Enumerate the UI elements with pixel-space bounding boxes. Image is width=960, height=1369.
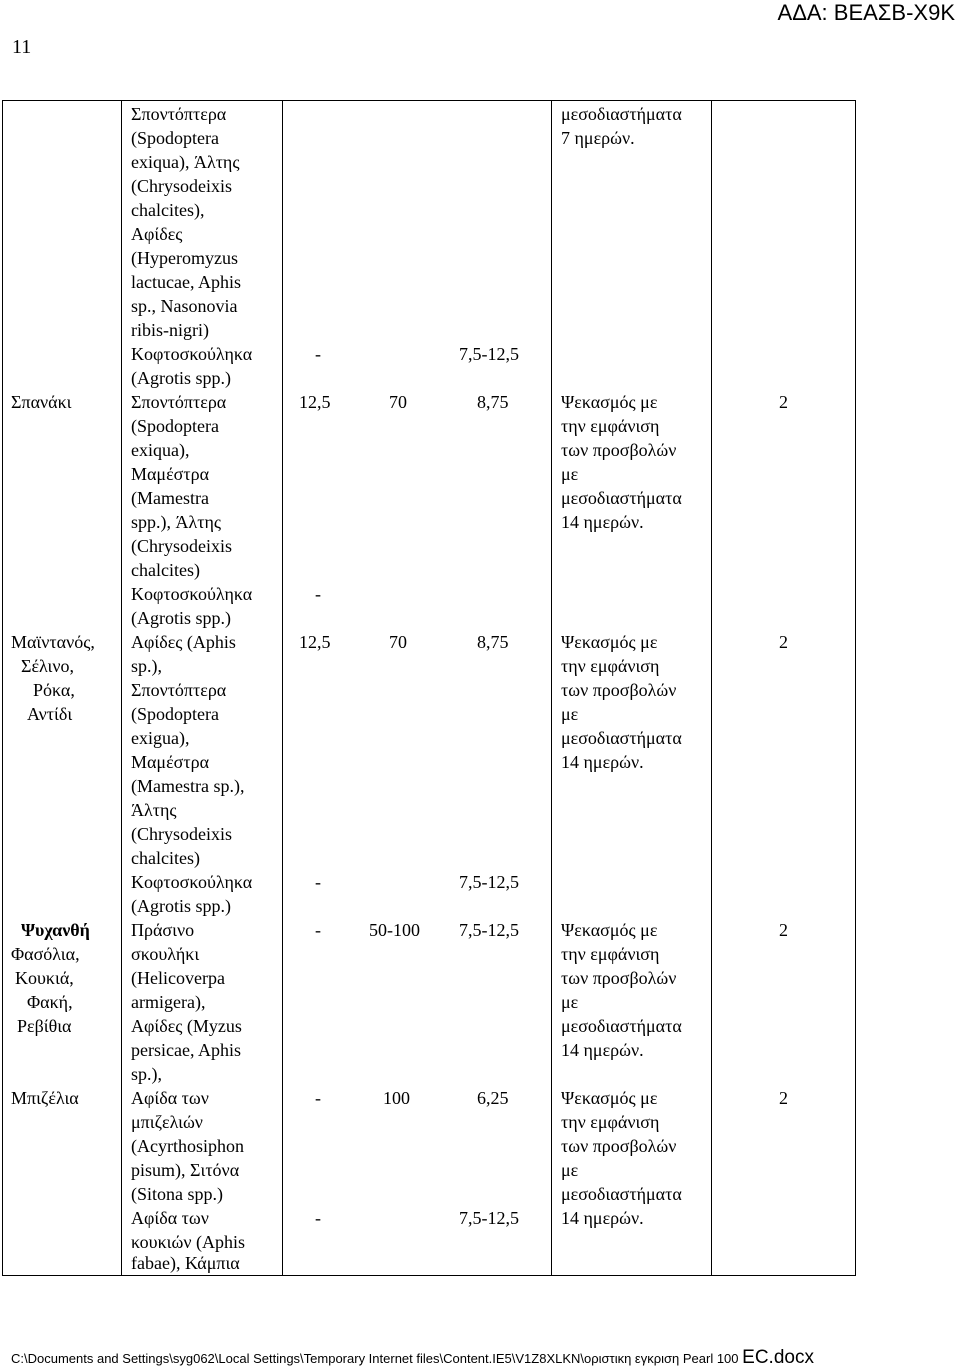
file-extension: EC.docx bbox=[742, 1347, 814, 1368]
application-frequency: μεσοδιαστήματα bbox=[561, 1016, 682, 1036]
pest-name: sp.), bbox=[131, 1064, 162, 1084]
application-frequency: με bbox=[561, 704, 579, 724]
column-divider bbox=[551, 101, 552, 1275]
pest-name: exiqua), bbox=[131, 440, 190, 460]
pest-name: exigua), bbox=[131, 728, 190, 748]
application-frequency: των προσβολών bbox=[561, 968, 677, 988]
pest-name: armigera), bbox=[131, 992, 206, 1012]
application-frequency: με bbox=[561, 1160, 579, 1180]
dose-value: 50-100 bbox=[369, 920, 420, 940]
dose-value: 8,75 bbox=[477, 632, 509, 652]
application-frequency: Ψεκασμός με bbox=[561, 632, 658, 652]
pest-name: (Sitona spp.) bbox=[131, 1184, 223, 1204]
column-divider bbox=[282, 101, 283, 1275]
dose-value: 100 bbox=[383, 1088, 410, 1108]
pest-name: spp.), Άλτης bbox=[131, 512, 221, 532]
dose-value: 7,5-12,5 bbox=[459, 344, 519, 364]
column-divider bbox=[711, 101, 712, 1275]
application-frequency: με bbox=[561, 992, 579, 1012]
pesticide-table bbox=[2, 100, 856, 1276]
dose-value: 8,75 bbox=[477, 392, 509, 412]
pest-name: Μαμέστρα bbox=[131, 464, 209, 484]
dose-value: 12,5 bbox=[299, 392, 331, 412]
application-frequency: με bbox=[561, 464, 579, 484]
application-frequency: 14 ημερών. bbox=[561, 1208, 644, 1228]
page-number: 11 bbox=[12, 36, 32, 58]
pest-name: (Mamestra sp.), bbox=[131, 776, 245, 796]
application-frequency: την εμφάνιση bbox=[561, 416, 660, 436]
pest-name: (Spodoptera bbox=[131, 128, 219, 148]
dose-value: 70 bbox=[389, 632, 407, 652]
max-applications: 2 bbox=[779, 920, 788, 940]
document-code: ΑΔΑ: ΒΕΑΣΒ-Χ9Κ bbox=[777, 0, 955, 25]
pest-name: Σποντόπτερα bbox=[131, 392, 227, 412]
dose-value: 70 bbox=[389, 392, 407, 412]
dose-value: 7,5-12,5 bbox=[459, 920, 519, 940]
crop-name: Μπιζέλια bbox=[11, 1088, 79, 1108]
application-frequency: των προσβολών bbox=[561, 1136, 677, 1156]
application-frequency: μεσοδιαστήματα bbox=[561, 104, 682, 124]
pest-name: σκουλήκι bbox=[131, 944, 200, 964]
pest-name: Κοφτοσκούληκα bbox=[131, 344, 253, 364]
pest-name: (Spodoptera bbox=[131, 416, 219, 436]
pest-name: (Agrotis spp.) bbox=[131, 368, 231, 388]
max-applications: 2 bbox=[779, 632, 788, 652]
max-applications: 2 bbox=[779, 392, 788, 412]
pest-name: (Chrysodeixis bbox=[131, 824, 232, 844]
crop-name: Φασόλια, bbox=[11, 944, 80, 964]
pest-name: Πράσινο bbox=[131, 920, 195, 940]
pest-name: Κοφτοσκούληκα bbox=[131, 872, 253, 892]
crop-group-title: Ψυχανθή bbox=[21, 920, 90, 940]
dose-value: - bbox=[315, 920, 321, 940]
pest-name: persicae, Aphis bbox=[131, 1040, 241, 1060]
pest-name: Κοφτοσκούληκα bbox=[131, 584, 253, 604]
crop-name: Σέλινο, bbox=[21, 656, 75, 676]
dose-value: - bbox=[315, 344, 321, 364]
application-frequency: την εμφάνιση bbox=[561, 944, 660, 964]
dose-value: 7,5-12,5 bbox=[459, 1208, 519, 1228]
crop-name: Μαϊντανός, bbox=[11, 632, 95, 652]
application-frequency: την εμφάνιση bbox=[561, 656, 660, 676]
pest-name: (Acyrthosiphon bbox=[131, 1136, 244, 1156]
pest-name: (Chrysodeixis bbox=[131, 176, 232, 196]
pest-name: Αφίδες (Aphis bbox=[131, 632, 236, 652]
pest-name: chalcites), bbox=[131, 200, 205, 220]
pest-name: Σποντόπτερα bbox=[131, 680, 227, 700]
pest-name: (Agrotis spp.) bbox=[131, 896, 231, 916]
pest-name: chalcites) bbox=[131, 560, 200, 580]
pest-name: (Mamestra bbox=[131, 488, 209, 508]
pest-name: lactucae, Aphis bbox=[131, 272, 241, 292]
dose-value: 7,5-12,5 bbox=[459, 872, 519, 892]
pest-name: κουκιών (Aphis bbox=[131, 1232, 245, 1252]
application-frequency: Ψεκασμός με bbox=[561, 1088, 658, 1108]
pest-name: (Chrysodeixis bbox=[131, 536, 232, 556]
crop-name: Σπανάκι bbox=[11, 392, 72, 412]
pest-name: (Hyperomyzus bbox=[131, 248, 238, 268]
crop-name: Ρεβίθια bbox=[17, 1016, 72, 1036]
application-frequency: μεσοδιαστήματα bbox=[561, 488, 682, 508]
dose-value: 12,5 bbox=[299, 632, 331, 652]
dose-value: - bbox=[315, 1208, 321, 1228]
application-frequency: των προσβολών bbox=[561, 440, 677, 460]
pest-name: (Helicoverpa bbox=[131, 968, 225, 988]
pest-name: (Spodoptera bbox=[131, 704, 219, 724]
pest-name: Άλτης bbox=[131, 800, 177, 820]
crop-name: Αντίδι bbox=[27, 704, 73, 724]
pest-name: Μαμέστρα bbox=[131, 752, 209, 772]
application-frequency: 7 ημερών. bbox=[561, 128, 635, 148]
crop-name: Κουκιά, bbox=[15, 968, 74, 988]
pest-name: sp., Nasonovia bbox=[131, 296, 238, 316]
pest-name: μπιζελιών bbox=[131, 1112, 203, 1132]
pest-name: Αφίδα των bbox=[131, 1208, 209, 1228]
application-frequency: 14 ημερών. bbox=[561, 1040, 644, 1060]
application-frequency: την εμφάνιση bbox=[561, 1112, 660, 1132]
pest-name: fabae), Κάμπια bbox=[131, 1253, 240, 1273]
application-frequency: Ψεκασμός με bbox=[561, 392, 658, 412]
column-divider bbox=[121, 101, 122, 1275]
pest-name: chalcites) bbox=[131, 848, 200, 868]
dose-value: - bbox=[315, 872, 321, 892]
pest-name: sp.), bbox=[131, 656, 162, 676]
pest-name: Αφίδα των bbox=[131, 1088, 209, 1108]
pest-name: Αφίδες (Myzus bbox=[131, 1016, 242, 1036]
dose-value: - bbox=[315, 584, 321, 604]
application-frequency: μεσοδιαστήματα bbox=[561, 728, 682, 748]
application-frequency: Ψεκασμός με bbox=[561, 920, 658, 940]
dose-value: 6,25 bbox=[477, 1088, 509, 1108]
dose-value: - bbox=[315, 1088, 321, 1108]
application-frequency: 14 ημερών. bbox=[561, 512, 644, 532]
pest-name: Σποντόπτερα bbox=[131, 104, 227, 124]
application-frequency: μεσοδιαστήματα bbox=[561, 1184, 682, 1204]
crop-name: Φακή, bbox=[27, 992, 73, 1012]
application-frequency: των προσβολών bbox=[561, 680, 677, 700]
file-path: C:\Documents and Settings\syg062\Local Settings\Temporary Internet files\Content.IE5\V1Z8XLKN\οριστικη εγκριση Pearl 100 bbox=[11, 1351, 743, 1366]
max-applications: 2 bbox=[779, 1088, 788, 1108]
pest-name: exiqua), Άλτης bbox=[131, 152, 240, 172]
file-path-footer bbox=[11, 1347, 814, 1369]
crop-name: Ρόκα, bbox=[33, 680, 75, 700]
application-frequency: 14 ημερών. bbox=[561, 752, 644, 772]
pest-name: Αφίδες bbox=[131, 224, 183, 244]
pest-name: pisum), Σιτόνα bbox=[131, 1160, 240, 1180]
pest-name: ribis-nigri) bbox=[131, 320, 209, 340]
pest-name: (Agrotis spp.) bbox=[131, 608, 231, 628]
